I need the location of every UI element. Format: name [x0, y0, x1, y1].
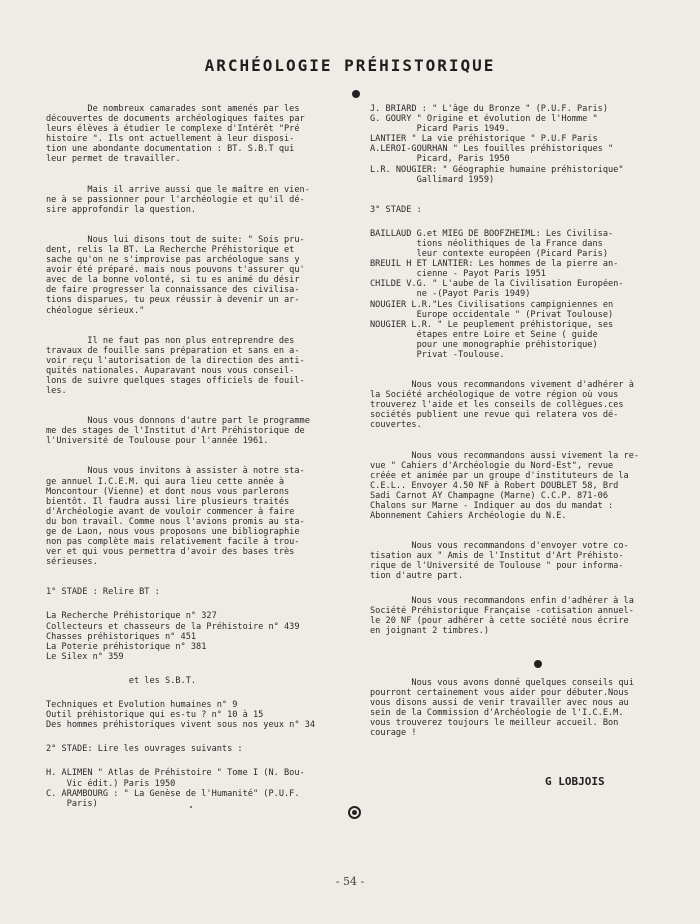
bullet-ornament	[352, 90, 360, 98]
right-column	[370, 104, 670, 739]
circle-ornament	[348, 806, 361, 819]
article-title: ARCHÉOLOGIE PRÉHISTORIQUE	[204, 56, 496, 75]
paragraph-cotisation: Nous vous recommandons d'envoyer votre co- tisation aux " Amis de l'Institut d'Art Préhisto- rique de l'Université de Toulouse " pour informa- tion d'autre part.	[370, 541, 629, 582]
stage-2-books: H. ALIMEN " Atlas de Préhistoire " Tome I (N. Bou- Vic édit.) Paris 1950 C. ARAMBOURG : " La Genèse de l'Humanité" (P.U.F. Paris)	[46, 768, 305, 809]
sbt-list: Techniques et Evolution humaines n° 9 Outil préhistorique qui es-tu ? n° 10 à 15 Des hommes préhistoriques vivent sous nos yeux n° 34	[46, 700, 316, 731]
paragraph-master: Mais il arrive aussi que le maître en vien- ne à se passionner pour l'archéologie et qu'il dé- sire approfondir la question.	[46, 184, 310, 215]
stage-1-heading: 1° STADE : Relire BT :	[46, 587, 160, 598]
paragraph-spf: Nous vous recommandons enfin d'adhérer à la Société Préhistorique Française -cotisation annuel- le 20 NF (pour adhérer à cette société nous écrire en joignant 2 timbres.)	[370, 595, 634, 636]
bt-list: La Recherche Préhistorique n° 327 Collecteurs et chasseurs de la Préhistoire n° 439 Chasses préhistoriques n° 451 La Poterie préhistorique n° 381 Le Silex n° 359	[46, 611, 300, 662]
paragraph-advice: Nous lui disons tout de suite: " Sois pru- dent, relis la BT. La Recherche Préhistorique et sache qu'on ne s'improvise pas archéologue sans y avoir été préparé. mais nous pouvons t'assurer qu' avec de la bonne volonté, si tu es animé du désir de faire progresser la connaissance des civilisa- tions disparues, tu peux réussir à devenir un ar- chéologue sérieux."	[46, 234, 305, 316]
paragraph-conclusion: Nous vous avons donné quelques conseils qui pourront certainement vous aider pour débuter.Nous vous disons aussi de venir travailler avec nous au sein de la Commission d'Archéologie de l'I.C.E.M. vous trouverez toujours le meilleur accueil. Bon courage !	[370, 677, 634, 739]
paragraph-fouilles: Il ne faut pas non plus entreprendre des travaux de fouille sans préparation et sans en a- voir reçu l'autorisation de la direction des anti- quités nationales. Auparavant nous vous conseil- lons de suivre quelques stages officiels de fouil- les.	[46, 335, 305, 397]
paragraph-programme: Nous vous donnons d'autre part le programme me des stages de l'Institut d'Art Préhistorique de l'Université de Toulouse pour l'année 1961.	[46, 416, 310, 447]
stage-3-books: BAILLAUD G.et MIEG DE BOOFZHEIML: Les Civilisa- tions néolithiques de la France dans leur contexte européen (Picard Paris) BREUIL H ET LANTIER: Les hommes de la pierre an- cienne - Payot Paris 1951 CHILDE V.G. " L'aube de la Civilisation Européen- ne -(Payot Paris 1949) NOUGIER L.R."Les Civilisations campigniennes en Europe occidentale " (Privat Toulouse) NOUGIER L.R. " Le peuplement préhistorique, ses étapes entre Loire et Seine ( guide pour une monographie préhistorique) Privat -Toulouse.	[370, 228, 624, 360]
paragraph-cahiers: Nous vous recommandons aussi vivement la re- vue " Cahiers d'Archéologie du Nord-Est", revue créée et animée par un groupe d'instituteurs de la C.E.L.. Envoyer 4.50 NF à Robert DOUBLET 58, Brd Sadi Carnot AY Champagne (Marne) C.C.P. 871-06 Chalons sur Marne - Indiquer au dos du mandat : Abonnement Cahiers Archéologie du N.E.	[370, 450, 640, 522]
page-number: - 54 -	[335, 875, 365, 888]
left-column	[46, 104, 346, 809]
ink-speck	[190, 806, 192, 808]
paragraph-societe: Nous vous recommandons vivement d'adhérer à la Société archéologique de votre région où vous trouverez l'aide et les conseils de collègues.ces sociétés publient une revue qui relatera vos dé- couvertes.	[370, 380, 634, 431]
stage-2-heading: 2° STADE: Lire les ouvrages suivants :	[46, 744, 243, 755]
bullet-ornament	[534, 660, 542, 668]
paragraph-stage: Nous vous invitons à assister à notre sta- ge annuel I.C.E.M. qui aura lieu cette année à Moncontour (Vienne) et dont nous vous parlerons bientôt. Il faudra aussi lire plusieurs traités d'Archéologie avant de vouloir commencer à faire du bon travail. Comme nous l'avions promis au sta- ge de Laon, nous vous proposons une bibliographie non pas complète mais relativement facile à trou- ver et qui vous permettra d'avoir des bases très sérieuses.	[46, 466, 305, 568]
stage-2-books-continued: J. BRIARD : " L'âge du Bronze " (P.U.F. Paris) G. GOURY " Origine et évolution de l'Homme " Picard Paris 1949. LANTIER " La vie préhistorique " P.U.F Paris A.LEROI-GOURHAN " Les fouilles préhistoriques " Picard, Paris 1950 L.R. NOUGIER: " Géographie humaine préhistorique" Gallimard 1959)	[370, 104, 624, 185]
author-signature: G LOBJOIS	[545, 775, 605, 788]
stage-3-heading: 3° STADE :	[370, 204, 422, 215]
sbt-heading: et les S.B.T.	[46, 675, 197, 686]
intro-paragraph: De nombreux camarades sont amenés par les découvertes de documents archéologiques faites par leurs élèves à étudier le complexe d'Intérêt "Pré histoire ". Ils ont actuellement à leur disposi- tion une abondante documentation : BT. S.B.T qui leur permet de travailler.	[46, 104, 305, 165]
